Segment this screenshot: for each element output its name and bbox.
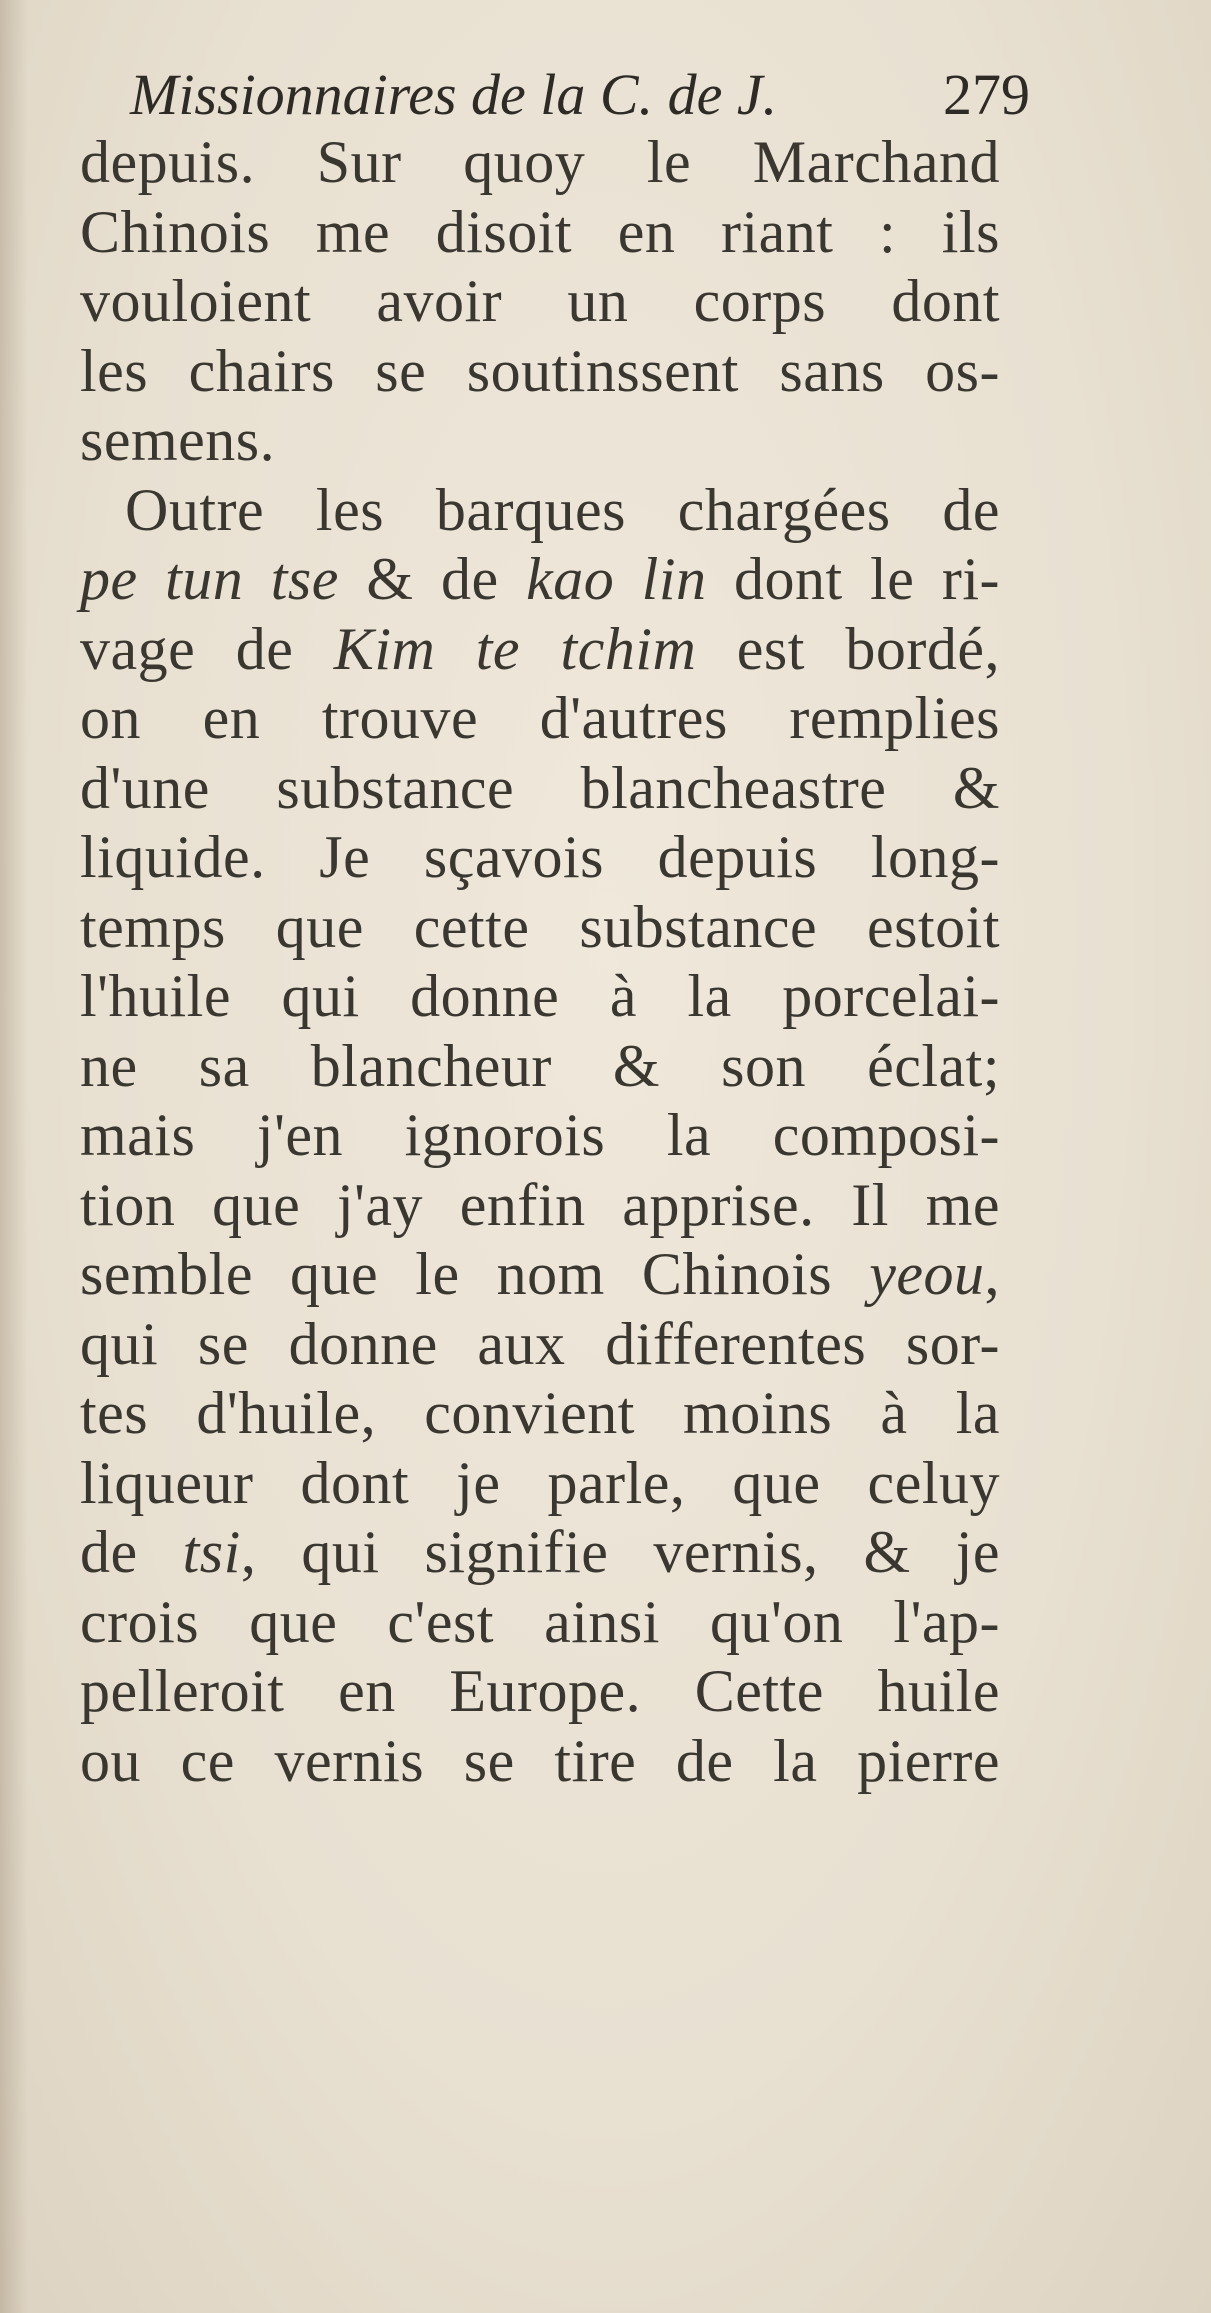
body-text <box>80 128 1000 1796</box>
text-line: ne sa blancheur & son éclat; <box>80 1032 1000 1099</box>
text-segment: vage de <box>80 615 334 682</box>
text-segment: est bordé, <box>696 615 1000 682</box>
text-line: Outre les barques chargées de <box>125 476 1000 543</box>
text-segment: , <box>984 1241 1000 1307</box>
running-head: Missionnaires de la C. de J. <box>130 62 778 127</box>
text-segment: dont le ri- <box>706 546 1000 612</box>
italic-term: kao lin <box>526 546 707 612</box>
gutter-shadow <box>0 0 28 2313</box>
text-line: qui se donne aux differentes sor- <box>80 1310 1000 1377</box>
text-segment: & de <box>338 546 527 612</box>
text-line: liqueur dont je parle, que celuy <box>80 1449 1000 1516</box>
text-line: l'huile qui donne à la porcelai- <box>80 963 1000 1029</box>
text-line: ou ce vernis se tire de la pierre <box>80 1727 1000 1794</box>
text-line: on en trouve d'autres remplies <box>80 685 1000 751</box>
text-line: Chinois me disoit en riant : ils <box>80 198 1000 265</box>
italic-term: pe tun tse <box>80 546 339 612</box>
text-line: vouloient avoir un corps dont <box>80 268 1000 334</box>
text-line: crois que c'est ainsi qu'on l'ap- <box>80 1588 1000 1655</box>
page-number: 279 <box>943 62 1030 127</box>
text-line: mais j'en ignorois la composi- <box>80 1102 1000 1168</box>
italic-term: Kim te tchim <box>333 615 697 682</box>
text-line: semens. <box>80 407 276 473</box>
text-line: d'une substance blancheastre & <box>80 754 1000 821</box>
text-segment: semble que le nom Chinois <box>80 1241 870 1307</box>
page-header <box>130 60 1030 130</box>
text-line <box>80 1240 1000 1310</box>
text-line: temps que cette substance estoit <box>80 893 1000 960</box>
text-line: liquide. Je sçavois depuis long- <box>80 824 1000 890</box>
text-line <box>80 615 1000 685</box>
text-line: pelleroit en Europe. Cette huile <box>80 1658 1000 1724</box>
text-line <box>80 545 1000 615</box>
italic-term: tsi <box>182 1519 241 1585</box>
text-line: depuis. Sur quoy le Marchand <box>80 129 1000 195</box>
text-line: tes d'huile, convient moins à la <box>80 1380 1000 1446</box>
text-segment: de <box>80 1519 183 1585</box>
text-line: les chairs se soutinssent sans os- <box>80 337 1000 404</box>
text-line: tion que j'ay enfin apprise. Il me <box>80 1171 1000 1238</box>
italic-term: yeou <box>869 1241 985 1307</box>
text-segment: , qui signifie vernis, & je <box>240 1519 1000 1585</box>
text-line <box>80 1518 1000 1588</box>
